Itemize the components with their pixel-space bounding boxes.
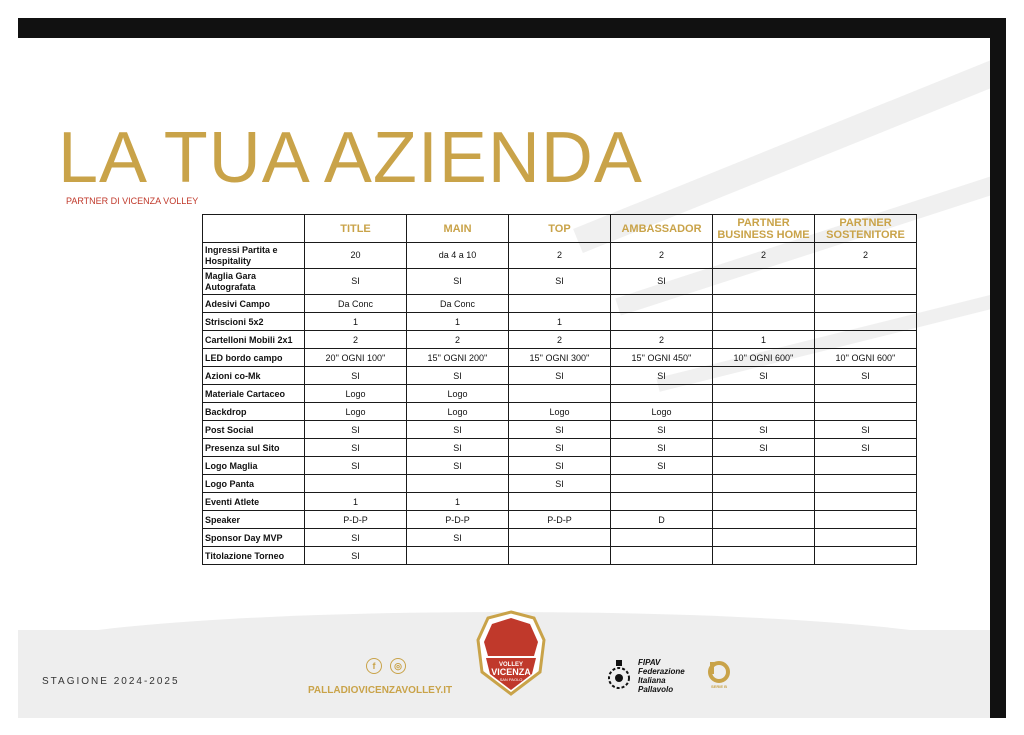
table-row [203,331,917,349]
table-cell: SI [815,439,917,457]
table-cell: SI [407,529,509,547]
column-header: TOP [509,215,611,243]
table-cell: SI [407,269,509,295]
row-label: Cartelloni Mobili 2x1 [203,331,305,349]
table-row [203,349,917,367]
table-cell: 2 [305,331,407,349]
table-cell: P-D-P [509,511,611,529]
table-cell [509,493,611,511]
table-cell: SI [305,529,407,547]
table-row [203,493,917,511]
table-cell: Logo [509,403,611,421]
table-cell [713,269,815,295]
table-cell [713,547,815,565]
table-cell: 15'' OGNI 200'' [407,349,509,367]
row-label: LED bordo campo [203,349,305,367]
column-header: PARTNER SOSTENITORE [815,215,917,243]
column-header: AMBASSADOR [611,215,713,243]
table-cell: 2 [509,243,611,269]
table-cell: SI [509,421,611,439]
row-label: Adesivi Campo [203,295,305,313]
table-cell: SI [407,439,509,457]
column-header: TITLE [305,215,407,243]
website-link[interactable]: PALLADIOVICENZAVOLLEY.IT [308,685,453,696]
table-cell: Logo [305,385,407,403]
table-cell: SI [407,367,509,385]
page-shadow-right [990,18,1006,718]
table-cell [713,403,815,421]
sponsorship-table [202,214,917,565]
table-cell [713,475,815,493]
table-row [203,421,917,439]
table-cell: SI [305,367,407,385]
table-cell: SI [407,421,509,439]
row-label: Striscioni 5x2 [203,313,305,331]
table-cell: SI [305,421,407,439]
table-cell: SI [815,421,917,439]
table-cell: SI [713,421,815,439]
table-cell [509,295,611,313]
table-row [203,439,917,457]
table-cell: SI [407,457,509,475]
table-row [203,457,917,475]
table-cell [815,493,917,511]
table-cell: D [611,511,713,529]
table-cell [407,475,509,493]
fipav-line: Italiana [638,676,666,685]
table-cell [815,269,917,295]
table-cell: SI [509,269,611,295]
table-cell [815,547,917,565]
table-row [203,547,917,565]
table-cell: 2 [407,331,509,349]
table-cell [407,547,509,565]
table-row [203,269,917,295]
row-label: Logo Maglia [203,457,305,475]
row-label: Backdrop [203,403,305,421]
table-cell: Logo [407,403,509,421]
slide-page [18,38,990,718]
row-label: Speaker [203,511,305,529]
table-cell: SI [305,457,407,475]
table-cell: Da Conc [407,295,509,313]
fipav-line: Federazione [638,667,685,676]
table-cell [713,385,815,403]
table-cell [305,475,407,493]
table-cell: SI [305,547,407,565]
table-cell [815,295,917,313]
row-label: Maglia Gara Autografata [203,269,305,295]
page-title: LA TUA AZIENDA [58,118,643,198]
row-label: Ingressi Partita e Hospitality [203,243,305,269]
facebook-icon[interactable]: f [366,658,382,674]
table-cell: 1 [713,331,815,349]
fipav-line: Pallavolo [638,685,674,694]
vicenza-volley-crest-logo [474,610,548,696]
table-row [203,367,917,385]
table-cell: 2 [611,331,713,349]
table-cell [509,547,611,565]
table-cell [611,385,713,403]
table-cell [509,529,611,547]
row-label: Materiale Cartaceo [203,385,305,403]
table-cell: SI [611,421,713,439]
fipav-logo [606,658,632,692]
column-header: MAIN [407,215,509,243]
table-cell [611,295,713,313]
table-cell: 10'' OGNI 600'' [713,349,815,367]
table-cell: P-D-P [305,511,407,529]
table-cell: 2 [509,331,611,349]
instagram-icon[interactable]: ◎ [390,658,406,674]
page-shadow-top [18,18,1006,38]
table-cell: SI [713,367,815,385]
table-cell [815,385,917,403]
page-subtitle: PARTNER DI VICENZA VOLLEY [66,196,199,206]
table-cell: 1 [509,313,611,331]
fipav-text [638,658,685,694]
table-cell: SI [509,457,611,475]
table-cell: 20'' OGNI 100'' [305,349,407,367]
table-cell [815,403,917,421]
table-cell [611,493,713,511]
table-cell [713,313,815,331]
column-header: PARTNER BUSINESS HOME [713,215,815,243]
table-cell: SI [509,439,611,457]
row-label: Logo Panta [203,475,305,493]
table-cell: 20 [305,243,407,269]
row-label: Post Social [203,421,305,439]
serie-b-logo [706,660,732,690]
table-cell: Logo [611,403,713,421]
table-cell [611,313,713,331]
table-cell: 1 [407,313,509,331]
table-cell: Da Conc [305,295,407,313]
table-cell: SI [815,367,917,385]
table-cell [611,529,713,547]
table-cell: da 4 a 10 [407,243,509,269]
table-cell: 1 [407,493,509,511]
table-cell: 15'' OGNI 300'' [509,349,611,367]
table-cell: SI [713,439,815,457]
table-cell: SI [509,367,611,385]
table-row [203,511,917,529]
table-cell: P-D-P [407,511,509,529]
table-row [203,295,917,313]
row-label: Titolazione Torneo [203,547,305,565]
table-row [203,529,917,547]
table-cell [611,547,713,565]
table-corner-cell [203,215,305,243]
table-cell [815,313,917,331]
table-cell [713,529,815,547]
row-label: Eventi Atlete [203,493,305,511]
table-header-row [203,215,917,243]
table-cell [815,457,917,475]
table-cell [611,475,713,493]
crest-main-text: VICENZA [491,667,531,677]
table-cell: SI [305,439,407,457]
table-cell: SI [509,475,611,493]
row-label: Azioni co-Mk [203,367,305,385]
table-row [203,313,917,331]
serie-b-label: SERIE B [710,684,728,689]
table-cell [713,295,815,313]
table-cell: SI [305,269,407,295]
table-cell: Logo [305,403,407,421]
table-cell: SI [611,457,713,475]
table-cell [815,331,917,349]
row-label: Presenza sul Sito [203,439,305,457]
social-links [366,658,406,674]
table-cell [713,511,815,529]
row-label: Sponsor Day MVP [203,529,305,547]
table-cell: SI [611,269,713,295]
table-cell [509,385,611,403]
crest-sub-text: SAN PAOLO [499,677,523,682]
table-cell: 1 [305,313,407,331]
table-cell: 2 [815,243,917,269]
table-row [203,243,917,269]
table-cell: SI [611,439,713,457]
table-cell: 1 [305,493,407,511]
table-cell [815,529,917,547]
fipav-mark: FIPAV [638,658,661,667]
season-label: STAGIONE 2024-2025 [42,676,180,687]
table-cell: 2 [713,243,815,269]
table-row [203,385,917,403]
table-cell [713,457,815,475]
table-cell [815,511,917,529]
table-row [203,475,917,493]
table-cell: Logo [407,385,509,403]
table-cell [713,493,815,511]
table-cell: 15'' OGNI 450'' [611,349,713,367]
table-cell [815,475,917,493]
table-cell: SI [611,367,713,385]
table-cell: 2 [611,243,713,269]
table-cell: 10'' OGNI 600'' [815,349,917,367]
table-row [203,403,917,421]
crest-top-text: VOLLEY [498,662,524,668]
